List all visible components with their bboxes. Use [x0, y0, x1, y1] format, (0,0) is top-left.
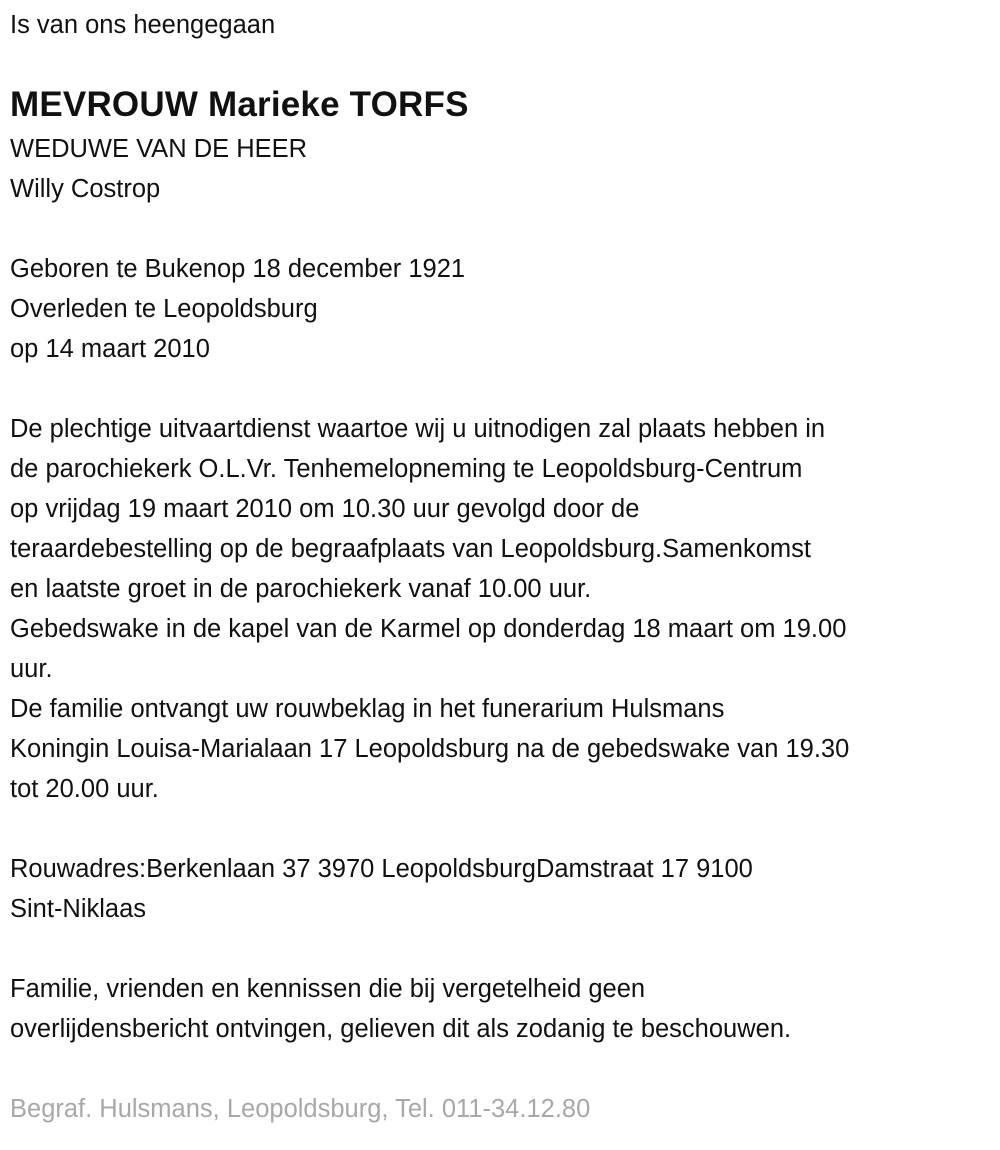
ceremony-line: Gebedswake in de kapel van de Karmel op donderdag 18 maart om 19.00: [10, 615, 847, 643]
notice-line: Familie, vrienden en kennissen die bij vergetelheid geen: [10, 975, 646, 1003]
mourning-address: Sint-Niklaas: [10, 895, 147, 923]
ceremony-line: de parochiekerk O.L.Vr. Tenhemelopneming te Leopoldsburg-Centrum: [10, 455, 803, 483]
deceased-name: MEVROUW Marieke TORFS: [10, 85, 469, 124]
obituary-notice: [10, 5, 1000, 1129]
ceremony-line: op vrijdag 19 maart 2010 om 10.30 uur gevolgd door de: [10, 495, 640, 523]
intro-text: Is van ons heengegaan: [10, 11, 276, 39]
ceremony-line: en laatste groet in de parochiekerk vanaf 10.00 uur.: [10, 575, 592, 603]
ceremony-line: teraardebestelling op de begraafplaats van Leopoldsburg.Samenkomst: [10, 535, 811, 563]
ceremony-line: Koningin Louisa-Marialaan 17 Leopoldsburg na de gebedswake van 19.30: [10, 735, 850, 763]
undertaker-footer: Begraf. Hulsmans, Leopoldsburg, Tel. 011-34.12.80: [10, 1095, 591, 1123]
notice-line: overlijdensbericht ontvingen, gelieven dit als zodanig te beschouwen.: [10, 1015, 792, 1043]
spouse-name: Willy Costrop: [10, 175, 161, 203]
mourning-address: Rouwadres:Berkenlaan 37 3970 LeopoldsburgDamstraat 17 9100: [10, 855, 753, 883]
ceremony-line: De familie ontvangt uw rouwbeklag in het funerarium Hulsmans: [10, 695, 725, 723]
spouse-label: WEDUWE VAN DE HEER: [10, 135, 308, 163]
ceremony-paragraph: [10, 409, 1000, 809]
ceremony-line: tot 20.00 uur.: [10, 775, 159, 803]
birth-line: Geboren te Bukenop 18 december 1921: [10, 255, 466, 283]
ceremony-line: De plechtige uitvaartdienst waartoe wij u uitnodigen zal plaats hebben in: [10, 415, 826, 443]
death-date-line: op 14 maart 2010: [10, 335, 210, 363]
ceremony-line: uur.: [10, 655, 53, 683]
death-place-line: Overleden te Leopoldsburg: [10, 295, 318, 323]
